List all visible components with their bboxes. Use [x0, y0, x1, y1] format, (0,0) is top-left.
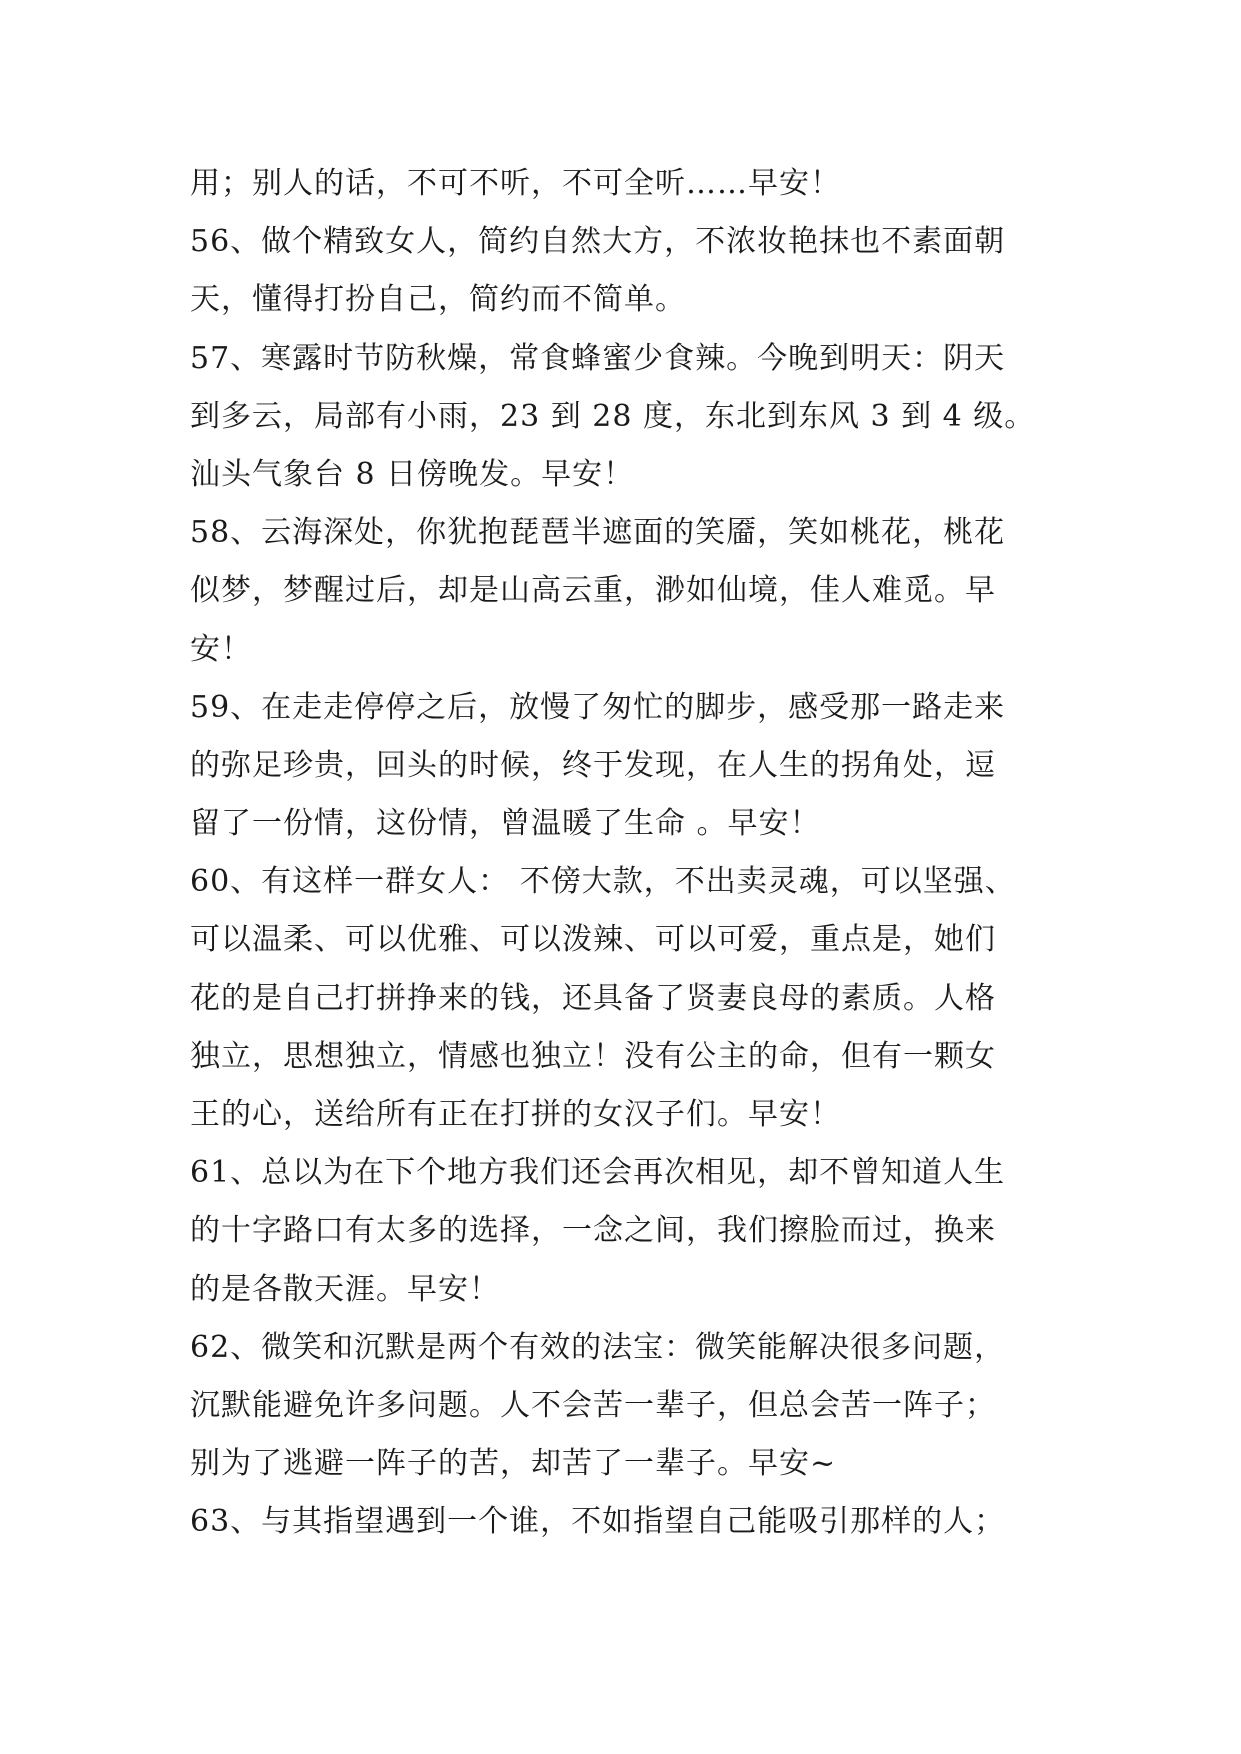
text-line: 59、在走走停停之后，放慢了匆忙的脚步，感受那一路走来	[190, 689, 1006, 725]
text-line: 沉默能避免许多问题。人不会苦一辈子，但总会苦一阵子；	[190, 1387, 996, 1423]
text-line: 独立，思想独立，情感也独立！没有公主的命，但有一颗女	[190, 1038, 996, 1074]
text-line: 60、有这样一群女人： 不傍大款，不出卖灵魂，可以坚强、	[190, 864, 1016, 900]
text-line: 62、微笑和沉默是两个有效的法宝：微笑能解决很多问题，	[190, 1329, 1006, 1365]
text-line: 的十字路口有太多的选择，一念之间，我们擦脸而过，换来	[190, 1213, 996, 1249]
text-line: 天，懂得打扮自己，简约而不简单。	[190, 282, 686, 318]
text-line: 58、云海深处，你犹抱琵琶半遮面的笑靥，笑如桃花，桃花	[190, 515, 1006, 551]
text-line: 56、做个精致女人，简约自然大方，不浓妆艳抹也不素面朝	[190, 224, 1006, 260]
text-line: 可以温柔、可以优雅、可以泼辣、可以可爱，重点是，她们	[190, 922, 996, 958]
text-line: 别为了逃避一阵子的苦，却苦了一辈子。早安~	[190, 1446, 837, 1482]
text-line: 安！	[190, 631, 252, 667]
text-line: 花的是自己打拼挣来的钱，还具备了贤妻良母的素质。人格	[190, 980, 996, 1016]
text-line: 留了一份情，这份情，曾温暖了生命 。早安！	[190, 806, 821, 842]
text-line: 的弥足珍贵，回头的时候，终于发现，在人生的拐角处，逗	[190, 747, 996, 783]
text-line: 到多云，局部有小雨，23 到 28 度，东北到东风 3 到 4 级。	[190, 398, 1036, 434]
text-line: 王的心，送给所有正在打拼的女汉子们。早安！	[190, 1097, 841, 1132]
text-line: 61、总以为在下个地方我们还会再次相见，却不曾知道人生	[190, 1155, 1006, 1191]
document-body	[190, 155, 1070, 1552]
text-line: 似梦，梦醒过后，却是山高云重，渺如仙境，佳人难觅。早	[190, 573, 996, 609]
text-line: 57、寒露时节防秋燥，常食蜂蜜少食辣。今晚到明天：阴天	[190, 340, 1006, 376]
text-line: 的是各散天涯。早安！	[190, 1271, 500, 1307]
text-line: 63、与其指望遇到一个谁，不如指望自己能吸引那样的人；	[190, 1504, 1006, 1540]
text-line: 汕头气象台 8 日傍晚发。早安！	[190, 456, 635, 492]
text-line: 用；别人的话，不可不听，不可全听……早安！	[190, 166, 841, 201]
